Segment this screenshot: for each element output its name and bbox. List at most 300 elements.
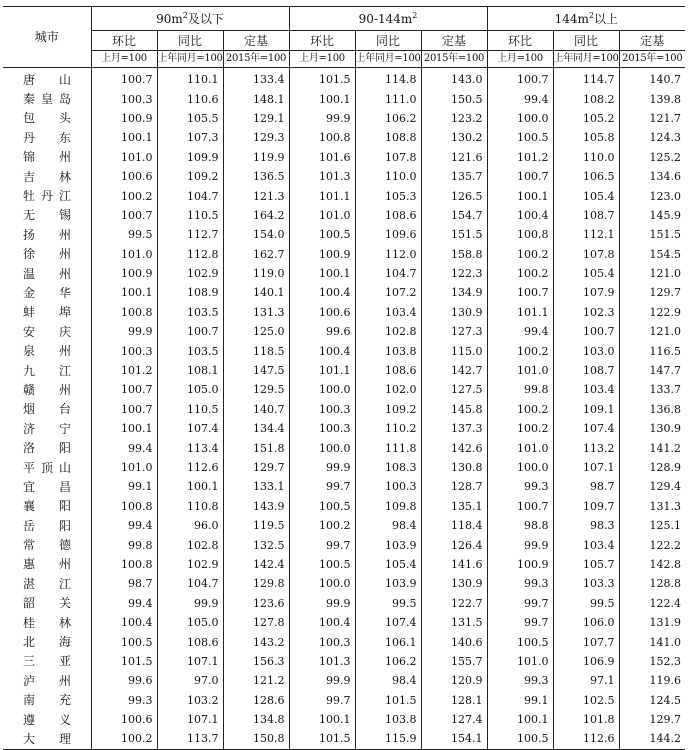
index-value-cell: 133.4	[223, 68, 289, 90]
index-value-cell: 143.9	[223, 497, 289, 516]
index-value-cell: 100.0	[289, 438, 355, 457]
index-value-cell: 101.0	[487, 438, 553, 457]
index-value-cell: 100.2	[289, 516, 355, 535]
table-row	[3, 245, 685, 264]
city-name: 扬州	[23, 227, 71, 242]
city-column-header: 城市	[3, 7, 91, 68]
index-value-cell: 132.5	[223, 535, 289, 554]
index-value-cell: 103.8	[355, 341, 421, 360]
index-value-cell: 114.7	[553, 68, 619, 90]
index-value-cell: 100.5	[487, 128, 553, 147]
index-value-cell: 125.1	[619, 516, 685, 535]
index-value-cell: 113.2	[553, 438, 619, 457]
index-value-cell: 147.7	[619, 361, 685, 380]
index-value-cell: 154.1	[421, 729, 487, 749]
city-name-cell	[3, 128, 91, 147]
index-value-cell: 99.8	[487, 380, 553, 399]
table-row	[3, 380, 685, 399]
city-name-cell	[3, 729, 91, 749]
table-row	[3, 283, 685, 302]
index-value-cell: 140.1	[223, 283, 289, 302]
table-row	[3, 555, 685, 574]
index-value-cell: 129.7	[619, 283, 685, 302]
index-value-cell: 100.5	[289, 555, 355, 574]
city-name: 常德	[23, 538, 71, 553]
index-value-cell: 129.7	[223, 458, 289, 477]
table-row	[3, 671, 685, 690]
group-header-small: $90m^2$及以下	[91, 7, 289, 31]
mom-header: 环比	[289, 31, 355, 51]
index-value-cell: 105.4	[355, 555, 421, 574]
index-value-cell: 107.9	[553, 283, 619, 302]
city-name: 丹东	[23, 130, 71, 145]
index-value-cell: 100.1	[487, 710, 553, 729]
index-value-cell: 111.8	[355, 438, 421, 457]
index-value-cell: 103.4	[553, 535, 619, 554]
index-value-cell: 108.1	[157, 361, 223, 380]
city-name: 平顶山	[23, 460, 71, 475]
city-name-cell	[3, 361, 91, 380]
city-name: 三亚	[23, 654, 71, 669]
index-value-cell: 100.8	[91, 555, 157, 574]
index-value-cell: 101.0	[91, 148, 157, 167]
table-row	[3, 89, 685, 108]
table-row	[3, 109, 685, 128]
index-value-cell: 130.8	[421, 458, 487, 477]
index-value-cell: 100.0	[487, 458, 553, 477]
city-name-cell	[3, 419, 91, 438]
index-value-cell: 128.8	[619, 574, 685, 593]
index-value-cell: 105.2	[553, 109, 619, 128]
table-row	[3, 419, 685, 438]
index-value-cell: 109.1	[553, 400, 619, 419]
index-value-cell: 100.5	[91, 632, 157, 651]
index-value-cell: 107.1	[157, 710, 223, 729]
index-value-cell: 121.0	[619, 322, 685, 341]
index-value-cell: 126.5	[421, 186, 487, 205]
index-value-cell: 99.9	[157, 594, 223, 613]
index-value-cell: 100.3	[289, 632, 355, 651]
index-value-cell: 100.4	[289, 613, 355, 632]
index-value-cell: 100.8	[487, 225, 553, 244]
city-name: 烟台	[23, 402, 71, 417]
city-name-cell	[3, 264, 91, 283]
index-value-cell: 101.3	[289, 167, 355, 186]
index-value-cell: 128.1	[421, 691, 487, 710]
city-name-cell	[3, 380, 91, 399]
index-value-cell: 121.6	[421, 148, 487, 167]
index-value-cell: 127.5	[421, 380, 487, 399]
index-value-cell: 101.0	[487, 361, 553, 380]
city-name: 岳阳	[23, 518, 71, 533]
index-value-cell: 99.4	[487, 322, 553, 341]
table-row	[3, 186, 685, 205]
table-row	[3, 438, 685, 457]
index-value-cell: 121.0	[619, 264, 685, 283]
index-value-cell: 98.7	[91, 574, 157, 593]
index-value-cell: 142.6	[421, 438, 487, 457]
index-value-cell: 97.0	[157, 671, 223, 690]
index-value-cell: 141.2	[619, 438, 685, 457]
index-value-cell: 101.3	[289, 652, 355, 671]
index-value-cell: 145.8	[421, 400, 487, 419]
index-value-cell: 102.8	[157, 535, 223, 554]
index-value-cell: 99.9	[289, 594, 355, 613]
index-value-cell: 101.1	[289, 186, 355, 205]
index-value-cell: 123.2	[421, 109, 487, 128]
index-value-cell: 118.4	[421, 516, 487, 535]
index-value-cell: 143.2	[223, 632, 289, 651]
table-row	[3, 535, 685, 554]
city-name: 泸州	[23, 673, 71, 688]
index-value-cell: 98.4	[355, 671, 421, 690]
index-value-cell: 99.9	[487, 535, 553, 554]
city-name-cell	[3, 206, 91, 225]
index-value-cell: 100.4	[289, 341, 355, 360]
index-value-cell: 110.2	[355, 419, 421, 438]
index-value-cell: 129.3	[223, 128, 289, 147]
city-name: 牡丹江	[23, 189, 71, 204]
index-value-cell: 103.9	[355, 535, 421, 554]
city-name-cell	[3, 68, 91, 90]
index-value-cell: 99.8	[91, 535, 157, 554]
index-value-cell: 101.2	[91, 361, 157, 380]
index-value-cell: 103.5	[157, 341, 223, 360]
index-value-cell: 151.5	[421, 225, 487, 244]
index-value-cell: 109.9	[157, 148, 223, 167]
index-value-cell: 109.2	[157, 167, 223, 186]
index-value-cell: 107.1	[157, 652, 223, 671]
index-value-cell: 129.1	[223, 109, 289, 128]
index-value-cell: 99.6	[289, 322, 355, 341]
index-value-cell: 99.4	[487, 89, 553, 108]
city-name-cell	[3, 148, 91, 167]
city-name-cell	[3, 438, 91, 457]
index-value-cell: 109.8	[355, 497, 421, 516]
index-value-cell: 100.8	[91, 497, 157, 516]
table-row	[3, 341, 685, 360]
index-value-cell: 110.1	[157, 68, 223, 90]
index-value-cell: 108.3	[355, 458, 421, 477]
index-value-cell: 112.8	[157, 245, 223, 264]
index-value-cell: 130.9	[421, 303, 487, 322]
city-name-cell	[3, 341, 91, 360]
mom-header: 环比	[91, 31, 157, 51]
index-value-cell: 154.7	[421, 206, 487, 225]
index-value-cell: 112.0	[355, 245, 421, 264]
index-value-cell: 113.4	[157, 438, 223, 457]
index-value-cell: 106.2	[355, 652, 421, 671]
index-value-cell: 120.9	[421, 671, 487, 690]
index-value-cell: 105.8	[553, 128, 619, 147]
table-row	[3, 458, 685, 477]
index-value-cell: 108.6	[355, 361, 421, 380]
index-value-cell: 100.7	[487, 283, 553, 302]
base-index-header: 定基	[223, 31, 289, 51]
index-value-cell: 100.0	[487, 109, 553, 128]
index-value-cell: 107.8	[355, 148, 421, 167]
index-value-cell: 147.5	[223, 361, 289, 380]
base-period-label: 2015年=100	[223, 51, 289, 68]
index-value-cell: 103.9	[355, 574, 421, 593]
index-value-cell: 130.9	[619, 419, 685, 438]
city-name-cell	[3, 516, 91, 535]
city-name-cell	[3, 497, 91, 516]
index-value-cell: 129.7	[619, 710, 685, 729]
mom-header: 环比	[487, 31, 553, 51]
city-name-cell	[3, 710, 91, 729]
city-name-cell	[3, 691, 91, 710]
index-value-cell: 130.9	[421, 574, 487, 593]
index-value-cell: 125.2	[619, 148, 685, 167]
table-row	[3, 148, 685, 167]
index-value-cell: 130.2	[421, 128, 487, 147]
index-value-cell: 124.5	[619, 691, 685, 710]
index-value-cell: 98.8	[487, 516, 553, 535]
index-value-cell: 151.8	[223, 438, 289, 457]
index-value-cell: 100.6	[289, 303, 355, 322]
index-value-cell: 112.7	[157, 225, 223, 244]
index-value-cell: 96.0	[157, 516, 223, 535]
yoy-header: 同比	[553, 31, 619, 51]
index-value-cell: 100.3	[91, 341, 157, 360]
index-value-cell: 134.8	[223, 710, 289, 729]
index-value-cell: 121.7	[619, 109, 685, 128]
city-name-cell	[3, 555, 91, 574]
base-period-label: 2015年=100	[619, 51, 685, 68]
index-value-cell: 139.8	[619, 89, 685, 108]
index-value-cell: 105.4	[553, 186, 619, 205]
index-value-cell: 100.7	[91, 400, 157, 419]
index-value-cell: 100.9	[91, 109, 157, 128]
index-value-cell: 110.0	[553, 148, 619, 167]
base-period-label: 上年同月=100	[157, 51, 223, 68]
index-value-cell: 100.9	[289, 245, 355, 264]
city-name: 九江	[23, 363, 71, 378]
base-period-label: 上年同月=100	[553, 51, 619, 68]
index-value-cell: 140.7	[223, 400, 289, 419]
index-value-cell: 100.3	[289, 400, 355, 419]
index-value-cell: 107.8	[553, 245, 619, 264]
index-value-cell: 148.1	[223, 89, 289, 108]
index-value-cell: 131.3	[223, 303, 289, 322]
index-value-cell: 143.0	[421, 68, 487, 90]
index-value-cell: 99.1	[487, 691, 553, 710]
index-value-cell: 154.5	[619, 245, 685, 264]
city-name-cell	[3, 477, 91, 496]
table-row	[3, 303, 685, 322]
index-value-cell: 104.7	[355, 264, 421, 283]
index-value-cell: 108.9	[157, 283, 223, 302]
index-value-cell: 103.8	[355, 710, 421, 729]
index-value-cell: 116.5	[619, 341, 685, 360]
index-value-cell: 140.6	[421, 632, 487, 651]
index-value-cell: 121.2	[223, 671, 289, 690]
index-value-cell: 133.1	[223, 477, 289, 496]
city-name: 锦州	[23, 150, 71, 165]
index-value-cell: 101.2	[487, 148, 553, 167]
city-name: 无锡	[23, 208, 71, 223]
index-value-cell: 100.6	[91, 167, 157, 186]
index-value-cell: 136.8	[619, 400, 685, 419]
index-value-cell: 122.2	[619, 535, 685, 554]
city-name: 徐州	[23, 247, 71, 262]
index-value-cell: 108.2	[553, 89, 619, 108]
city-name: 桂林	[23, 615, 71, 630]
index-value-cell: 98.7	[553, 477, 619, 496]
index-value-cell: 135.1	[421, 497, 487, 516]
index-value-cell: 102.8	[355, 322, 421, 341]
table-row	[3, 361, 685, 380]
index-value-cell: 128.6	[223, 691, 289, 710]
index-value-cell: 99.3	[91, 691, 157, 710]
index-value-cell: 99.5	[91, 225, 157, 244]
city-name: 温州	[23, 266, 71, 281]
base-period-label: 2015年=100	[421, 51, 487, 68]
index-value-cell: 103.4	[553, 380, 619, 399]
city-name-cell	[3, 400, 91, 419]
index-value-cell: 110.8	[157, 497, 223, 516]
index-value-cell: 155.7	[421, 652, 487, 671]
index-value-cell: 100.7	[487, 68, 553, 90]
index-value-cell: 101.5	[355, 691, 421, 710]
index-value-cell: 99.9	[289, 671, 355, 690]
index-value-cell: 101.1	[487, 303, 553, 322]
index-value-cell: 144.2	[619, 729, 685, 749]
index-value-cell: 100.2	[487, 419, 553, 438]
index-value-cell: 102.0	[355, 380, 421, 399]
city-name: 洛阳	[23, 441, 71, 456]
table-header	[3, 7, 685, 68]
city-name: 南充	[23, 693, 71, 708]
table-row	[3, 264, 685, 283]
index-value-cell: 125.0	[223, 322, 289, 341]
index-value-cell: 99.9	[289, 458, 355, 477]
index-value-cell: 104.7	[157, 186, 223, 205]
index-value-cell: 131.5	[421, 613, 487, 632]
index-value-cell: 99.9	[91, 322, 157, 341]
index-value-cell: 136.5	[223, 167, 289, 186]
base-period-label: 上月=100	[289, 51, 355, 68]
city-name-cell	[3, 652, 91, 671]
table-row	[3, 594, 685, 613]
index-value-cell: 150.8	[223, 729, 289, 749]
city-name-cell	[3, 613, 91, 632]
index-value-cell: 105.0	[157, 380, 223, 399]
index-value-cell: 98.4	[355, 516, 421, 535]
index-value-cell: 100.3	[355, 477, 421, 496]
index-value-cell: 107.2	[355, 283, 421, 302]
index-value-cell: 100.1	[487, 186, 553, 205]
city-name: 蚌埠	[23, 305, 71, 320]
index-value-cell: 112.1	[553, 225, 619, 244]
index-value-cell: 100.9	[487, 555, 553, 574]
city-name: 北海	[23, 635, 71, 650]
table-row	[3, 128, 685, 147]
index-value-cell: 141.6	[421, 555, 487, 574]
city-name-cell	[3, 245, 91, 264]
index-value-cell: 106.1	[355, 632, 421, 651]
city-name: 遵义	[23, 712, 71, 727]
index-value-cell: 101.5	[289, 729, 355, 749]
index-value-cell: 100.1	[91, 283, 157, 302]
table-body	[3, 68, 685, 750]
index-value-cell: 134.6	[619, 167, 685, 186]
city-name-cell	[3, 303, 91, 322]
index-value-cell: 118.5	[223, 341, 289, 360]
index-value-cell: 108.6	[355, 206, 421, 225]
city-name-cell	[3, 535, 91, 554]
city-name: 大理	[23, 731, 71, 746]
index-value-cell: 100.2	[487, 264, 553, 283]
index-value-cell: 158.8	[421, 245, 487, 264]
index-value-cell: 100.5	[487, 729, 553, 749]
index-value-cell: 129.8	[223, 574, 289, 593]
base-index-header: 定基	[619, 31, 685, 51]
index-value-cell: 109.7	[553, 497, 619, 516]
index-value-cell: 100.1	[289, 89, 355, 108]
table-row	[3, 167, 685, 186]
base-period-label: 上月=100	[487, 51, 553, 68]
index-value-cell: 107.1	[553, 458, 619, 477]
table-row	[3, 691, 685, 710]
index-value-cell: 123.6	[223, 594, 289, 613]
index-value-cell: 100.1	[91, 419, 157, 438]
index-value-cell: 156.3	[223, 652, 289, 671]
index-value-cell: 99.7	[487, 594, 553, 613]
index-value-cell: 102.5	[553, 691, 619, 710]
city-name: 韶关	[23, 596, 71, 611]
index-value-cell: 108.7	[553, 206, 619, 225]
city-name: 安庆	[23, 324, 71, 339]
city-name: 包头	[23, 111, 71, 126]
index-value-cell: 106.2	[355, 109, 421, 128]
table-row	[3, 206, 685, 225]
base-period-label: 上年同月=100	[355, 51, 421, 68]
index-value-cell: 100.5	[289, 497, 355, 516]
index-value-cell: 127.8	[223, 613, 289, 632]
index-value-cell: 110.5	[157, 206, 223, 225]
city-name-cell	[3, 225, 91, 244]
index-value-cell: 100.7	[91, 380, 157, 399]
city-name: 襄阳	[23, 499, 71, 514]
table-row	[3, 710, 685, 729]
index-value-cell: 101.6	[289, 148, 355, 167]
index-value-cell: 150.5	[421, 89, 487, 108]
index-value-cell: 100.9	[91, 264, 157, 283]
index-value-cell: 100.7	[487, 167, 553, 186]
index-value-cell: 152.3	[619, 652, 685, 671]
index-value-cell: 111.0	[355, 89, 421, 108]
index-value-cell: 115.0	[421, 341, 487, 360]
index-value-cell: 105.5	[157, 109, 223, 128]
index-value-cell: 102.3	[553, 303, 619, 322]
index-value-cell: 100.3	[91, 89, 157, 108]
index-value-cell: 100.5	[487, 632, 553, 651]
index-value-cell: 134.9	[421, 283, 487, 302]
index-value-cell: 100.4	[487, 206, 553, 225]
index-value-cell: 100.2	[91, 186, 157, 205]
index-value-cell: 107.3	[157, 128, 223, 147]
base-period-label: 上月=100	[91, 51, 157, 68]
index-value-cell: 122.3	[421, 264, 487, 283]
table-row	[3, 652, 685, 671]
city-name-cell	[3, 167, 91, 186]
index-value-cell: 133.7	[619, 380, 685, 399]
index-value-cell: 108.6	[157, 632, 223, 651]
group-header-large: $144m^2$以上	[487, 7, 685, 31]
index-value-cell: 140.7	[619, 68, 685, 90]
